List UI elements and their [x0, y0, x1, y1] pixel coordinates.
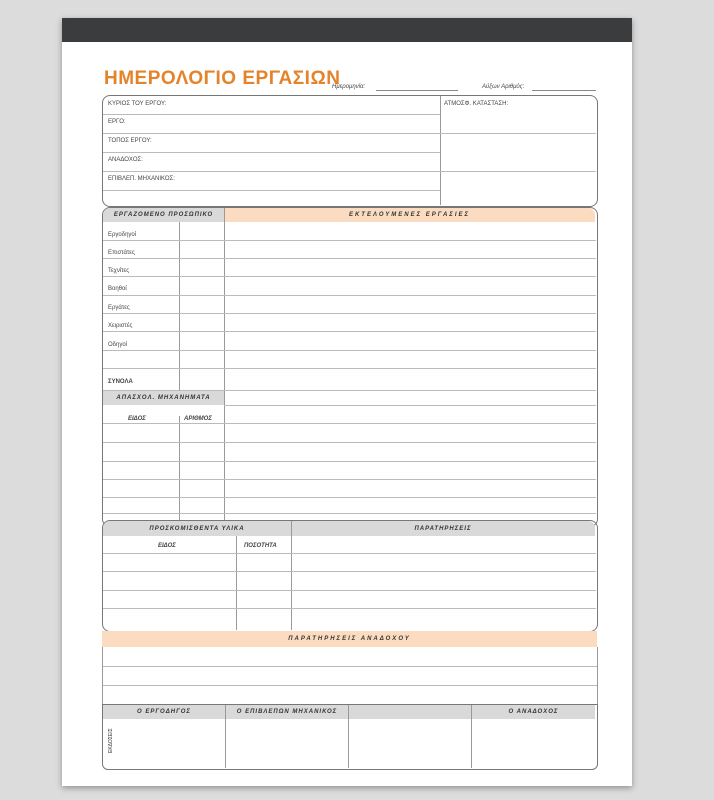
serial-number-field[interactable] — [532, 90, 596, 91]
publisher-side-text: ΕΚΔΟΣΕΙΣ — [108, 728, 114, 753]
form-sheet — [62, 18, 632, 786]
machines-col-number: ΑΡΙΘΜΟΣ — [184, 416, 212, 422]
machines-col-type: ΕΙΔΟΣ — [128, 416, 146, 422]
date-label: Ημερομηνία: — [332, 84, 366, 90]
materials-col-type: ΕΙΔΟΣ — [158, 543, 176, 549]
contractor-remarks-header: ΠΑΡΑΤΗΡΗΣΕΙΣ ΑΝΑΔΟΧΟΥ — [102, 631, 597, 647]
info-field-owner: ΚΥΡΙΟΣ ΤΟΥ ΕΡΓΟΥ: — [108, 101, 167, 107]
staff-row-foremen: Εργοδηγοί — [108, 232, 137, 238]
staff-header: ΕΡΓΑΖΟΜΕΝΟ ΠΡΟΣΩΠΙΚΟ — [103, 208, 224, 222]
info-field-contractor: ΑΝΑΔΟΧΟΣ: — [108, 157, 143, 163]
serial-number-label: Αύξων Αριθμός: — [482, 84, 525, 90]
pad-binding-strip — [62, 18, 632, 42]
signature-supervisor-header: Ο ΕΠΙΒΛΕΠΩΝ ΜΗΧΑΝΙΚΟΣ — [226, 705, 348, 719]
info-field-location: ΤΟΠΟΣ ΕΡΓΟΥ: — [108, 138, 152, 144]
staff-row-helpers: Βοηθοί — [108, 286, 127, 292]
signature-contractor-header: Ο ΑΝΑΔΟΧΟΣ — [472, 705, 595, 719]
form-title: ΗΜΕΡΟΛΟΓΙΟ ΕΡΓΑΣΙΩΝ — [104, 68, 341, 89]
staff-row-operators: Χειριστές — [108, 323, 133, 329]
works-header: ΕΚΤΕΛΟΥΜΕΝΕΣ ΕΡΓΑΣΙΕΣ — [224, 208, 595, 222]
signature-blank-header — [349, 705, 471, 719]
staff-row-workers: Εργάτες — [108, 305, 130, 311]
staff-row-supervisors: Επιστάτες — [108, 250, 135, 256]
date-field[interactable] — [376, 90, 458, 91]
info-field-project: ΕΡΓΟ: — [108, 119, 126, 125]
staff-row-drivers: Οδηγοί — [108, 342, 128, 348]
totals-label: ΣΥΝΟΛΑ — [108, 379, 133, 385]
remarks-header: ΠΑΡΑΤΗΡΗΣΕΙΣ — [291, 521, 595, 536]
weather-label: ΑΤΜΟΣΦ. ΚΑΤΑΣΤΑΣΗ: — [444, 101, 509, 107]
materials-header: ΠΡΟΣΚΟΜΙΣΘΕΝΤΑ ΥΛΙΚΑ — [103, 521, 291, 536]
signature-foreman-header: Ο ΕΡΓΟΔΗΓΟΣ — [103, 705, 225, 719]
materials-remarks-box — [102, 520, 598, 632]
materials-col-quantity: ΠΟΣΟΤΗΤΑ — [244, 543, 277, 549]
info-field-supervisor: ΕΠΙΒΛΕΠ. ΜΗΧΑΝΙΚΟΣ: — [108, 176, 175, 182]
staff-row-technicians: Τεχνίτες — [108, 268, 130, 274]
machines-header: ΑΠΑΣΧΟΛ. ΜΗΧΑΝΗΜΑΤΑ — [103, 391, 224, 405]
